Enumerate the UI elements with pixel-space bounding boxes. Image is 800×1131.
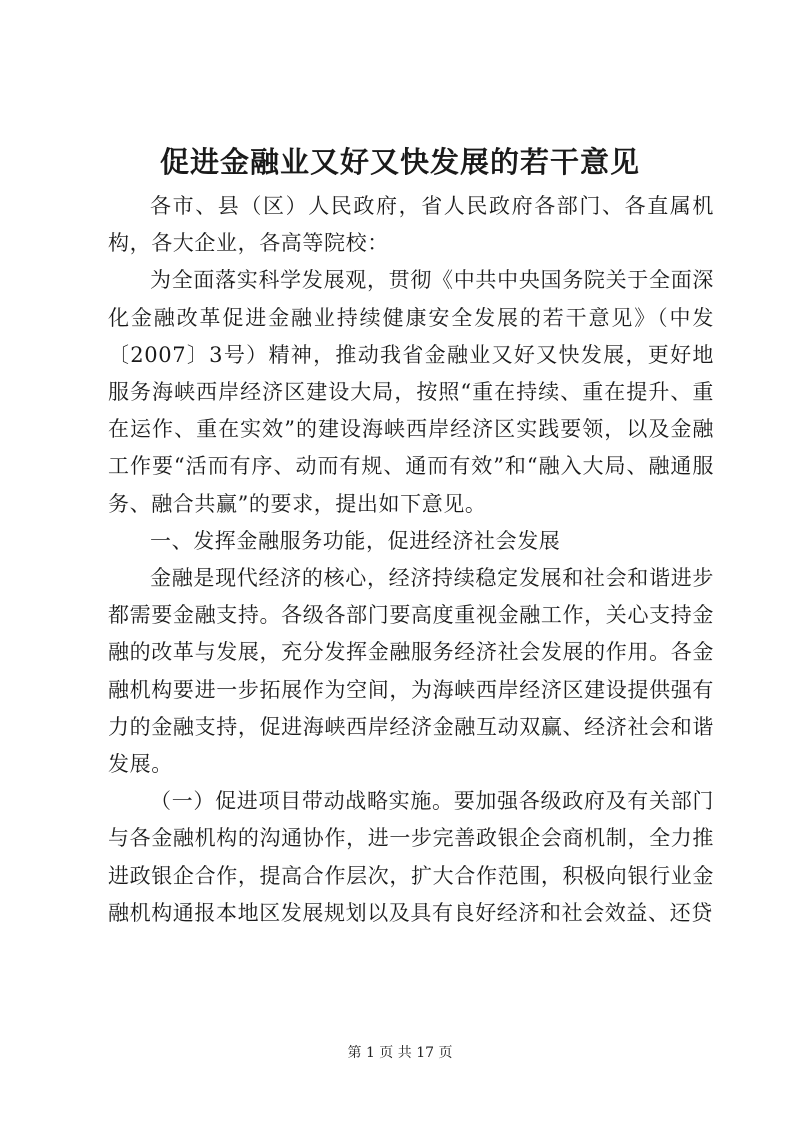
page-footer: 第 1 页 共 17 页 [347,1045,453,1061]
section-heading: 一、发挥金融服务功能，促进经济社会发展 [150,528,561,553]
intro-paragraph: 为全面落实科学发展观，贯彻《中共中央国务院关于全面深化金融改革促进金融业持续健康安全发展的若干意见》（中发〔2007〕3号）精神，推动我省金融业又好又快发展，更好地服务海峡西岸经济区建设大局，按照“重在持续、重在提升、重在运作、重在实效”的建设海峡西岸经济区实践要领，以及金融工作要“活而有序、动而有规、通而有效”和“融入大局、融通服务、融合共赢”的要求，提出如下意见。 [108,268,714,516]
document-body [108,188,714,932]
document-title: 促进金融业又好又快发展的若干意见 [159,145,640,179]
addressee-paragraph: 各市、县（区）人民政府，省人民政府各部门、各直属机构，各大企业，各高等院校： [108,194,714,256]
body-paragraph: 金融是现代经济的核心，经济持续稳定发展和社会和谐进步都需要金融支持。各级各部门要高度重视金融工作，关心支持金融的改革与发展，充分发挥金融服务经济社会发展的作用。各金融机构要进一步拓展作为空间，为海峡西岸经济区建设提供强有力的金融支持，促进海峡西岸经济金融互动双赢、经济社会和谐发展。 [108,566,714,777]
body-paragraph: （一）促进项目带动战略实施。要加强各级政府及有关部门与各金融机构的沟通协作，进一步完善政银企会商机制，全力推进政银企合作，提高合作层次，扩大合作范围，积极向银行业金融机构通报本地区发展规划以及具有良好经济和社会效益、还贷 [108,789,714,925]
